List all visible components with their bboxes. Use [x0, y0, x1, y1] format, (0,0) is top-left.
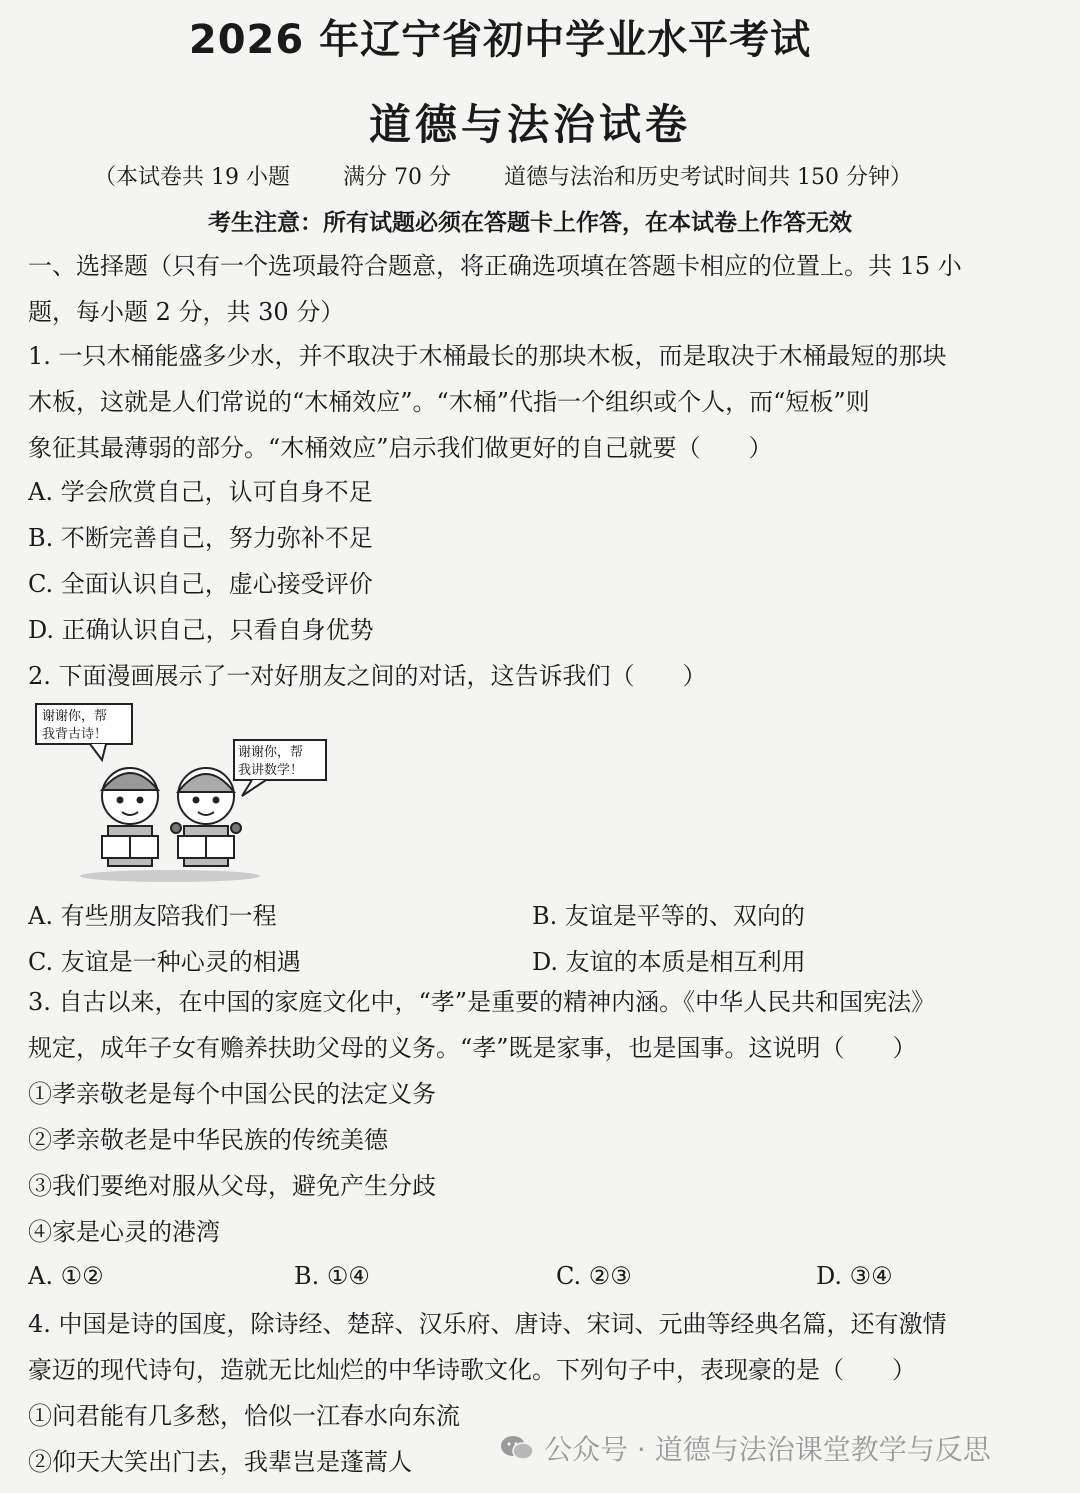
q4-stem-line1: 4. 中国是诗的国度，除诗经、楚辞、汉乐府、唐诗、宋词、元曲等经典名篇，还有激情 [28, 1310, 947, 1338]
q3-stem-line2: 规定，成年子女有赡养扶助父母的义务。“孝”既是家事，也是国事。这说明（ ） [28, 1034, 917, 1062]
q4-stem-line2: 豪迈的现代诗句，造就无比灿烂的中华诗歌文化。下列句子中，表现豪的是（ ） [28, 1356, 916, 1384]
q1-option-d: D. 正确认识自己，只看自身优势 [28, 616, 374, 644]
exam-notice: 考生注意：所有试题必须在答题卡上作答，在本试卷上作答无效 [208, 209, 852, 236]
section1-heading-line2: 题，每小题 2 分，共 30 分） [28, 298, 345, 326]
q2-option-a: A. 有些朋友陪我们一程 [28, 902, 277, 930]
friends-cartoon [30, 700, 350, 890]
q3-item-4: ④家是心灵的港湾 [28, 1218, 220, 1246]
q3-option-b: B. ①④ [294, 1262, 370, 1290]
q2-stem: 2. 下面漫画展示了一对好朋友之间的对话，这告诉我们（ ） [28, 662, 707, 690]
q2-option-b: B. 友谊是平等的、双向的 [532, 902, 805, 930]
exam-info-time: 道德与法治和历史考试时间共 150 分钟） [503, 165, 912, 190]
q1-stem-line3: 象征其最薄弱的部分。“木桶效应”启示我们做更好的自己就要（ ） [28, 434, 773, 462]
page-title: 2026 年辽宁省初中学业水平考试 [188, 17, 812, 63]
q1-stem-line1: 1. 一只木桶能盛多少水，并不取决于木桶最长的那块木板，而是取决于木桶最短的那块 [28, 342, 947, 370]
bubble-right-line1: 谢谢你，帮 [238, 745, 304, 760]
q4-item-1: ①问君能有几多愁，恰似一江春水向东流 [28, 1402, 460, 1430]
q1-option-c: C. 全面认识自己，虚心接受评价 [28, 570, 373, 598]
q3-item-2: ②孝亲敬老是中华民族的传统美德 [28, 1126, 388, 1154]
q1-option-a: A. 学会欣赏自己，认可自身不足 [28, 478, 373, 506]
bubble-left-line1: 谢谢你，帮 [42, 709, 108, 724]
q3-option-c: C. ②③ [556, 1262, 632, 1290]
section1-heading-line1: 一、选择题（只有一个选项最符合题意，将正确选项填在答题卡相应的位置上。共 15 小 [28, 252, 962, 280]
wechat-icon [500, 1435, 534, 1461]
q3-item-3: ③我们要绝对服从父母，避免产生分歧 [28, 1172, 436, 1200]
exam-info-count: （本试卷共 19 小题 [94, 165, 290, 190]
boy-figure [102, 768, 158, 866]
q3-stem-line1: 3. 自古以来，在中国的家庭文化中，“孝”是重要的精神内涵。《中华人民共和国宪法》 [28, 988, 936, 1016]
q1-option-b: B. 不断完善自己，努力弥补不足 [28, 524, 373, 552]
q2-option-c: C. 友谊是一种心灵的相遇 [28, 948, 301, 976]
watermark-text: 公众号 · 道德与法治课堂教学与反思 [544, 1433, 991, 1466]
girl-figure [171, 768, 241, 866]
bubble-left-line2: 我背古诗！ [42, 727, 108, 742]
exam-info-score: 满分 70 分 [342, 165, 451, 190]
q3-option-a: A. ①② [28, 1262, 104, 1290]
q2-option-d: D. 友谊的本质是相互利用 [532, 948, 806, 976]
q1-stem-line2: 木板，这就是人们常说的“木桶效应”。“木桶”代指一个组织或个人，而“短板”则 [28, 388, 870, 416]
watermark [500, 1428, 991, 1468]
q3-item-1: ①孝亲敬老是每个中国公民的法定义务 [28, 1080, 436, 1108]
q4-item-2: ②仰天大笑出门去，我辈岂是蓬蒿人 [28, 1448, 412, 1476]
bubble-right-line2: 我讲数学！ [238, 763, 304, 778]
paper-subtitle: 道德与法治试卷 [368, 100, 691, 149]
exam-info [94, 160, 958, 191]
q3-option-d: D. ③④ [816, 1262, 893, 1290]
